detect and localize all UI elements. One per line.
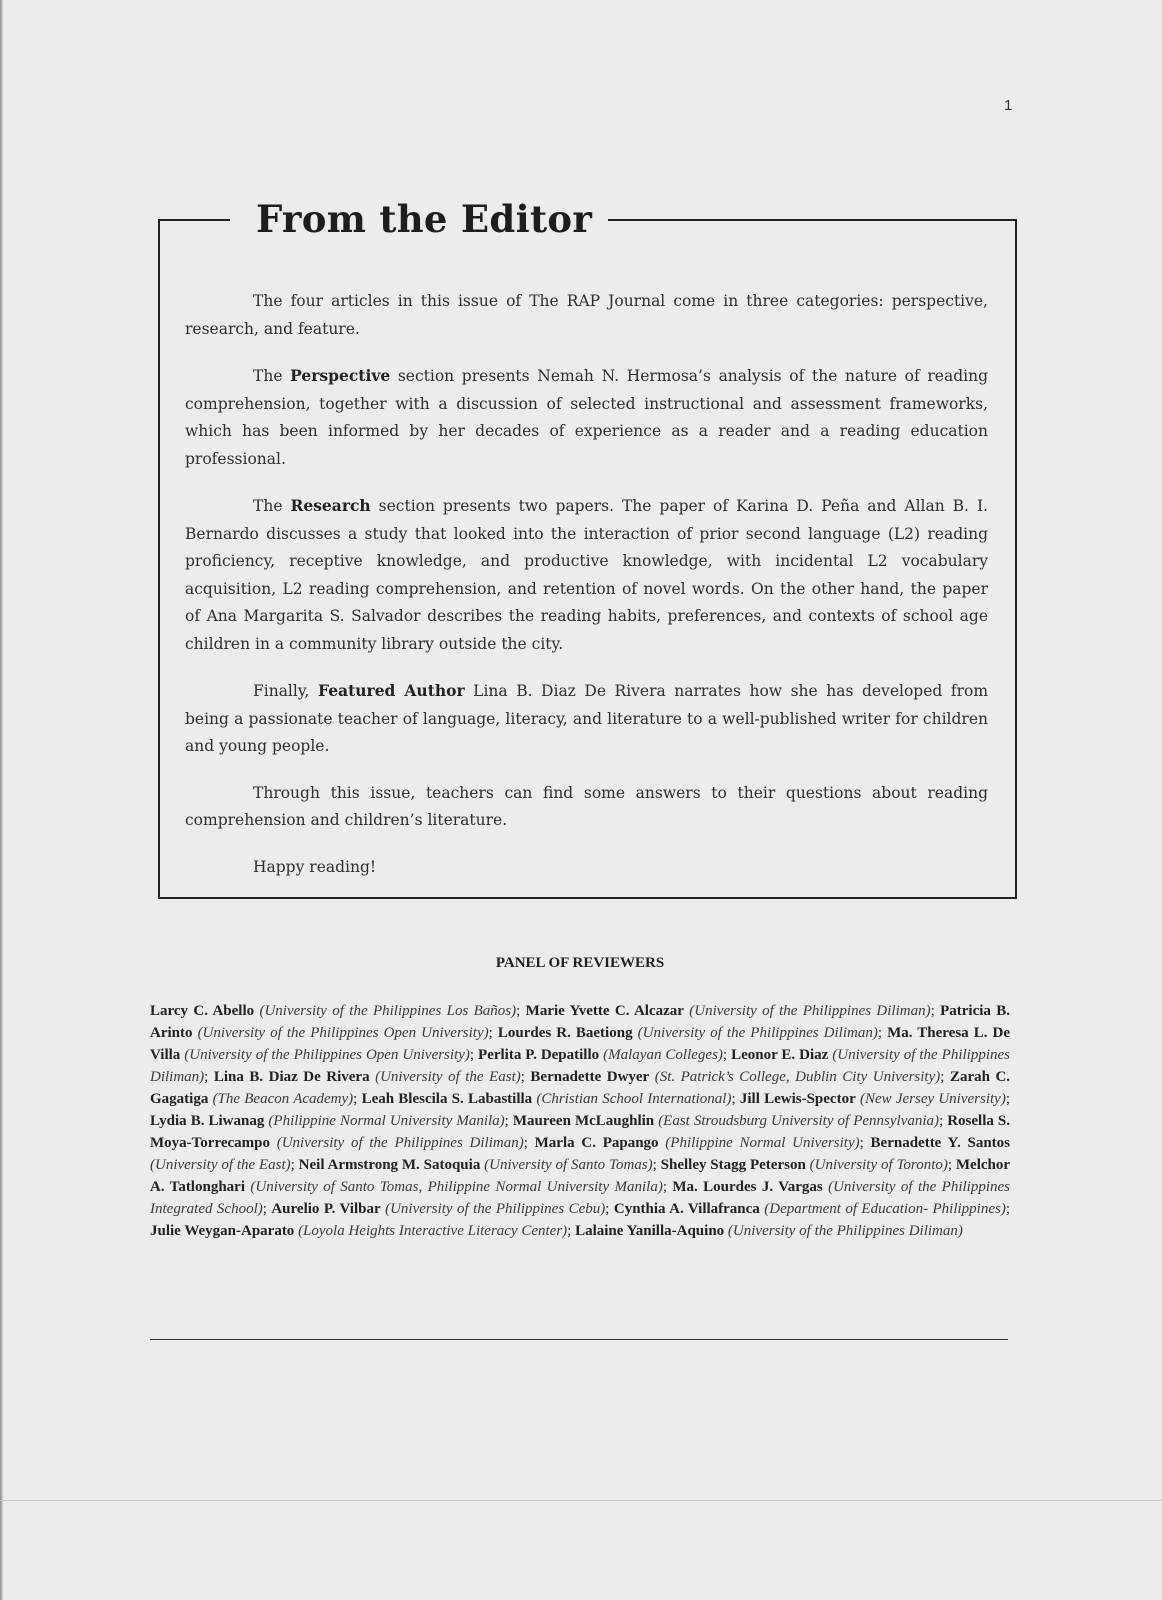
- reviewer-affiliation: (St. Patrick’s College, Dublin City University): [654, 1069, 941, 1085]
- reviewer-affiliation: (University of the Philippines Diliman): [727, 1223, 963, 1239]
- reviewer-entry: Lydia B. Liwanag (Philippine Normal University Manila);: [150, 1113, 513, 1129]
- section-name: Research: [290, 496, 371, 515]
- reviewer-affiliation: (University of the Philippines Integrated School): [150, 1179, 1010, 1217]
- reviewer-entry: Patricia B. Arinto (University of the Philippines Open University);: [150, 1003, 1011, 1041]
- reviewer-affiliation: (University of Santo Tomas): [484, 1157, 653, 1173]
- reviewer-name: Perlita P. Depatillo: [478, 1047, 600, 1063]
- reviewer-entry: Julie Weygan-Aparato (Loyola Heights Interactive Literacy Center);: [150, 1223, 576, 1239]
- reviewer-affiliation: (University of the Philippines Los Baños): [259, 1003, 517, 1019]
- section-name: Perspective: [290, 366, 391, 385]
- editorial-paragraph: [185, 677, 988, 761]
- editorial-paragraph: [185, 288, 988, 343]
- reviewer-name: Lina B. Diaz De Rivera: [213, 1069, 370, 1085]
- reviewer-affiliation: (University of the Philippines Open University): [197, 1025, 489, 1041]
- reviewer-affiliation: (University of the East): [150, 1157, 291, 1173]
- reviewer-entry: Marie Yvette C. Alcazar (University of the Philippines Diliman);: [525, 1003, 941, 1019]
- reviewer-name: Julie Weygan-Aparato: [150, 1223, 295, 1239]
- reviewer-entry: Cynthia A. Villafranca (Department of Education- Philippines);: [613, 1201, 1010, 1217]
- reviewer-entry: Maureen McLaughlin (East Stroudsburg University of Pennsylvania);: [512, 1113, 948, 1129]
- reviewer-affiliation: (University of the East): [375, 1069, 521, 1085]
- reviewer-entry: Rosella S. Moya-Torrecampo (University of the Philippines Diliman);: [150, 1113, 1011, 1151]
- reviewer-entry: Larcy C. Abello (University of the Philippines Los Baños);: [150, 1003, 526, 1019]
- reviewer-name: Rosella S. Moya-Torrecampo: [150, 1113, 1011, 1151]
- reviewer-affiliation: (East Stroudsburg University of Pennsylvania): [658, 1113, 940, 1129]
- reviewer-name: Lourdes R. Baetiong: [497, 1025, 633, 1041]
- paragraph-text: The: [253, 367, 291, 385]
- paragraph-text: Lina B. Diaz De Rivera narrates how she has developed from being a passionate teacher of language, literacy, and literature to a well-published writer for children and young people.: [185, 682, 989, 755]
- reviewer-entry: Marla C. Papango (Philippine Normal University);: [534, 1135, 871, 1151]
- reviewer-entry: Zarah C. Gagatiga (The Beacon Academy);: [150, 1069, 1011, 1107]
- paragraph-text: section presents Nemah N. Hermosa’s analysis of the nature of reading comprehension, together with a discussion of selected instructional and assessment frameworks, which has been informed by her decades of experience as a reader and a reading education professional.: [185, 367, 989, 468]
- editorial-title: From the Editor: [256, 197, 593, 241]
- reviewer-affiliation: (New Jersey University): [859, 1091, 1006, 1107]
- reviewer-name: Jill Lewis-Spector: [739, 1091, 856, 1107]
- reviewer-affiliation: (Loyola Heights Interactive Literacy Center): [298, 1223, 568, 1239]
- reviewer-name: Marie Yvette C. Alcazar: [525, 1003, 684, 1019]
- scan-artifact-line: [0, 1500, 1162, 1501]
- reviewer-entry: Aurelio P. Vilbar (University of the Philippines Cebu);: [271, 1201, 614, 1217]
- reviewer-affiliation: (University of Toronto): [809, 1157, 948, 1173]
- paragraph-text: The: [253, 497, 291, 515]
- reviewer-affiliation: (The Beacon Academy): [212, 1091, 354, 1107]
- editorial-paragraph: [185, 362, 988, 473]
- reviewer-name: Bernadette Dwyer: [530, 1069, 650, 1085]
- reviewer-affiliation: (Malayan Colleges): [603, 1047, 723, 1063]
- page-number: 1: [1004, 97, 1013, 114]
- reviewer-name: Neil Armstrong M. Satoquia: [298, 1157, 481, 1173]
- reviewer-affiliation: (University of the Philippines Open University): [184, 1047, 470, 1063]
- editorial-paragraph: [185, 854, 988, 882]
- reviewer-name: Lalaine Yanilla-Aquino: [575, 1223, 725, 1239]
- reviewer-entry: Perlita P. Depatillo (Malayan Colleges);: [478, 1047, 732, 1063]
- reviewer-name: Marla C. Papango: [534, 1135, 659, 1151]
- reviewer-entry: Shelley Stagg Peterson (University of Toronto);: [660, 1157, 956, 1173]
- reviewer-affiliation: (Philippine Normal University): [665, 1135, 860, 1151]
- editorial-paragraph: [185, 780, 988, 835]
- reviewer-entry: Ma. Theresa L. De Villa (University of the Philippines Open University);: [150, 1025, 1011, 1063]
- reviewer-name: Aurelio P. Vilbar: [271, 1201, 381, 1217]
- reviewer-name: Larcy C. Abello: [150, 1003, 255, 1019]
- reviewer-affiliation: (Department of Education- Philippines): [764, 1201, 1006, 1217]
- reviewer-affiliation: (University of the Philippines Diliman): [689, 1003, 931, 1019]
- reviewer-entry: Lina B. Diaz De Rivera (University of the East);: [213, 1069, 531, 1085]
- reviewer-affiliation: (University of the Philippines Diliman): [150, 1047, 1011, 1085]
- reviewer-name: Ma. Theresa L. De Villa: [150, 1025, 1011, 1063]
- scan-edge: [0, 0, 3, 1600]
- reviewer-name: Shelley Stagg Peterson: [660, 1157, 806, 1173]
- reviewer-entry: Ma. Lourdes J. Vargas (University of the Philippines Integrated School);: [150, 1179, 1010, 1217]
- panel-title: PANEL OF REVIEWERS: [495, 955, 665, 971]
- reviewer-list: [150, 1000, 1010, 1242]
- reviewer-name: Zarah C. Gagatiga: [150, 1069, 1011, 1107]
- paragraph-text: section presents two papers. The paper of Karina D. Peña and Allan B. I. Bernardo discusses a study that looked into the interaction of prior second language (L2) reading proficiency, receptive knowledge, and productive knowledge, with incidental L2 vocabulary acquisition, L2 reading comprehension, and retention of novel words. On the other hand, the paper of Ana Margarita S. Salvador describes the reading habits, preferences, and contexts of school age children in a community library outside the city.: [185, 497, 988, 653]
- reviewer-affiliation: (University of the Philippines Diliman): [276, 1135, 524, 1151]
- reviewer-affiliation: (Christian School International): [536, 1091, 732, 1107]
- reviewer-affiliation: (University of the Philippines Cebu): [385, 1201, 606, 1217]
- reviewer-entry: Melchor A. Tatlonghari (University of Santo Tomas, Philippine Normal University Manila);: [150, 1157, 1011, 1195]
- reviewer-name: Ma. Lourdes J. Vargas: [672, 1179, 823, 1195]
- section-name: Featured Author: [318, 681, 465, 700]
- bottom-divider: [150, 1339, 1008, 1340]
- reviewer-name: Patricia B. Arinto: [150, 1003, 1011, 1041]
- reviewer-name: Cynthia A. Villafranca: [613, 1201, 760, 1217]
- reviewer-name: Leonor E. Diaz: [731, 1047, 829, 1063]
- reviewer-name: Melchor A. Tatlonghari: [150, 1157, 1011, 1195]
- reviewer-affiliation: (University of Santo Tomas, Philippine Normal University Manila): [250, 1179, 663, 1195]
- reviewer-affiliation: (Philippine Normal University Manila): [268, 1113, 505, 1129]
- reviewer-entry: [575, 1223, 963, 1239]
- reviewer-name: Bernadette Y. Santos: [870, 1135, 1011, 1151]
- reviewer-affiliation: (University of the Philippines Diliman): [637, 1025, 878, 1041]
- reviewer-entry: Neil Armstrong M. Satoquia (University of Santo Tomas);: [298, 1157, 661, 1173]
- editorial-body: [185, 288, 988, 900]
- paragraph-text: Finally,: [253, 682, 319, 700]
- paragraph-text: Through this issue, teachers can find some answers to their questions about reading comprehension and children’s literature.: [185, 783, 988, 829]
- reviewer-entry: Leah Blescila S. Labastilla (Christian School International);: [361, 1091, 740, 1107]
- reviewer-entry: Bernadette Y. Santos (University of the East);: [150, 1135, 1011, 1173]
- reviewer-name: Maureen McLaughlin: [512, 1113, 655, 1129]
- reviewer-name: Leah Blescila S. Labastilla: [361, 1091, 533, 1107]
- reviewer-entry: Lourdes R. Baetiong (University of the Philippines Diliman);: [497, 1025, 888, 1041]
- reviewer-entry: Leonor E. Diaz (University of the Philippines Diliman);: [150, 1047, 1011, 1085]
- reviewer-entry: Bernadette Dwyer (St. Patrick’s College, Dublin City University);: [530, 1069, 950, 1085]
- reviewer-entry: Jill Lewis-Spector (New Jersey University);: [739, 1091, 1011, 1107]
- reviewer-name: Lydia B. Liwanag: [150, 1113, 265, 1129]
- paragraph-text: Happy reading!: [253, 857, 377, 876]
- editorial-paragraph: [185, 492, 988, 658]
- paragraph-text: The four articles in this issue of The RAP Journal come in three categories: perspective, research, and feature.: [185, 292, 988, 338]
